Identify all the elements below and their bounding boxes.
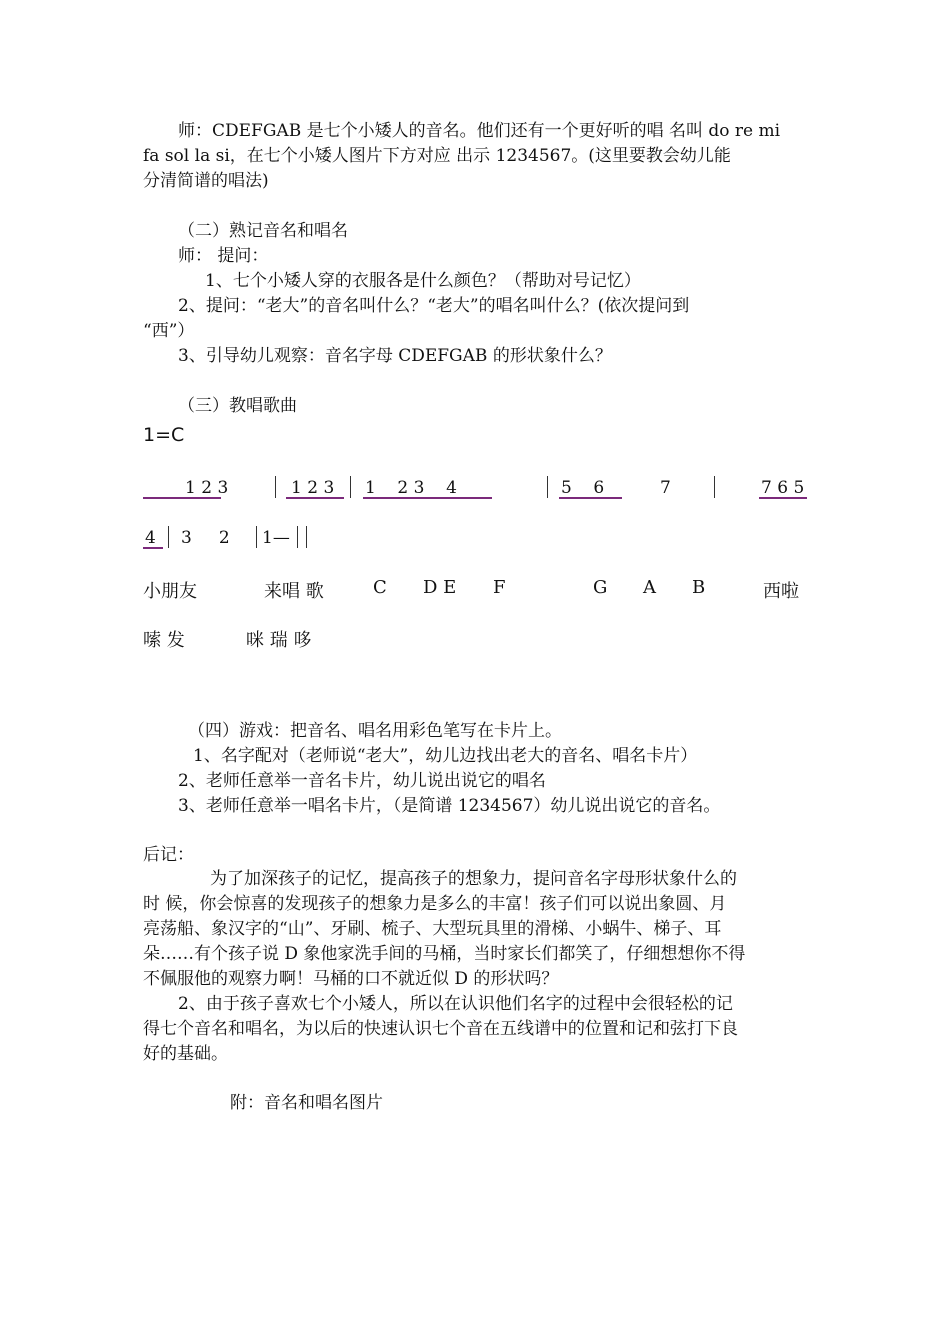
lyric-4: D E bbox=[423, 577, 457, 598]
postscript-p2-l2: 得七个音名和唱名，为以后的快速认识七个音在五线谱中的位置和记和弦打下良 bbox=[143, 1019, 738, 1039]
postscript-p2-l3: 好的基础。 bbox=[143, 1044, 228, 1064]
section-3-heading: （三）教唱歌曲 bbox=[178, 396, 297, 416]
postscript-p1-l3: 亮荡船、象汉字的“山”、牙刷、梳子、大型玩具里的滑梯、小蜗牛、梯子、耳 bbox=[143, 919, 722, 939]
lyric-9: 西啦 bbox=[763, 581, 799, 602]
notes-group-6: 7 6 5 bbox=[761, 478, 805, 498]
lyric-8: B bbox=[692, 577, 706, 598]
notes-line2-1: 1— bbox=[262, 528, 290, 548]
question-2-a: 2、提问：“老大”的音名叫什么？“老大”的唱名叫什么？(依次提问到 bbox=[178, 296, 690, 316]
notes-line2-32: 3 2 bbox=[181, 528, 230, 548]
lyric-11: 咪 瑞 哆 bbox=[246, 630, 312, 651]
game-item-3: 3、老师任意举一唱名卡片，（是简谱 1234567）幼儿说出说它的音名。 bbox=[178, 796, 721, 816]
notes-group-4: 5 6 bbox=[561, 478, 605, 498]
barline-5 bbox=[168, 526, 169, 548]
lyric-6: G bbox=[593, 577, 608, 598]
question-2-b: “西”） bbox=[143, 321, 195, 341]
teacher-prompt: 师： 提问： bbox=[178, 246, 269, 266]
notes-line2-4: 4 bbox=[145, 528, 156, 548]
lyric-2: 来唱 歌 bbox=[264, 581, 324, 602]
lyric-5: F bbox=[493, 577, 506, 598]
postscript-p1-l2: 时 候，你会惊喜的发现孩子的想象力是多么的丰富！孩子们可以说出象圆、月 bbox=[143, 894, 727, 914]
barline-6 bbox=[256, 526, 257, 548]
section-2-heading: （二）熟记音名和唱名 bbox=[178, 221, 348, 241]
intro-line-3: 分清简谱的唱法) bbox=[143, 171, 269, 191]
postscript-heading: 后记： bbox=[143, 845, 194, 865]
section-4-heading: （四）游戏：把音名、唱名用彩色笔写在卡片上。 bbox=[188, 721, 562, 741]
postscript-p1-l5: 不佩服他的观察力啊！马桶的口不就近似 D 的形状吗？ bbox=[143, 969, 559, 989]
underline-3 bbox=[363, 497, 492, 499]
lyric-1: 小朋友 bbox=[143, 581, 197, 602]
game-item-1: 1、名字配对（老师说“老大”，幼儿边找出老大的音名、唱名卡片） bbox=[193, 746, 698, 766]
key-signature: 1=C bbox=[143, 424, 185, 446]
notes-group-2: 1 2 3 bbox=[291, 478, 335, 498]
barline-4 bbox=[714, 476, 715, 498]
notes-group-3: 1 2 3 4 bbox=[365, 478, 457, 498]
postscript-p1-l1: 为了加深孩子的记忆，提高孩子的想象力，提问音名字母形状象什么的 bbox=[210, 869, 737, 889]
postscript-p2-l1: 2、由于孩子喜欢七个小矮人，所以在认识他们名字的过程中会很轻松的记 bbox=[178, 994, 733, 1014]
question-3: 3、引导幼儿观察：音名字母 CDEFGAB 的形状象什么？ bbox=[178, 346, 612, 366]
intro-line-2: fa sol la si，在七个小矮人图片下方对应 出示 1234567。(这里要教会幼儿能 bbox=[143, 146, 731, 166]
notes-group-1: 1 2 3 bbox=[185, 478, 229, 498]
game-item-2: 2、老师任意举一音名卡片，幼儿说出说它的唱名 bbox=[178, 771, 546, 791]
lyric-10: 嗦 发 bbox=[143, 630, 185, 651]
underline-5 bbox=[759, 497, 807, 499]
underline-4 bbox=[559, 497, 622, 499]
barline-8 bbox=[306, 526, 307, 548]
barline-3 bbox=[547, 476, 548, 498]
lyric-7: A bbox=[643, 577, 656, 598]
underline-1 bbox=[143, 497, 221, 499]
notes-group-5: 7 bbox=[660, 478, 671, 498]
underline-6 bbox=[143, 547, 163, 549]
lyric-3: C bbox=[373, 577, 387, 598]
barline-7 bbox=[297, 526, 298, 548]
intro-line-1: 师：CDEFGAB 是七个小矮人的音名。他们还有一个更好听的唱 名叫 do re mi bbox=[178, 121, 781, 141]
postscript-p1-l4: 朵……有个孩子说 D 象他家洗手间的马桶，当时家长们都笑了，仔细想想你不得 bbox=[143, 944, 746, 964]
barline-2 bbox=[350, 476, 351, 498]
barline-1 bbox=[275, 476, 276, 498]
underline-2 bbox=[286, 497, 344, 499]
question-1: 1、七个小矮人穿的衣服各是什么颜色？（帮助对号记忆） bbox=[205, 271, 641, 291]
appendix-note: 附：音名和唱名图片 bbox=[230, 1093, 383, 1113]
